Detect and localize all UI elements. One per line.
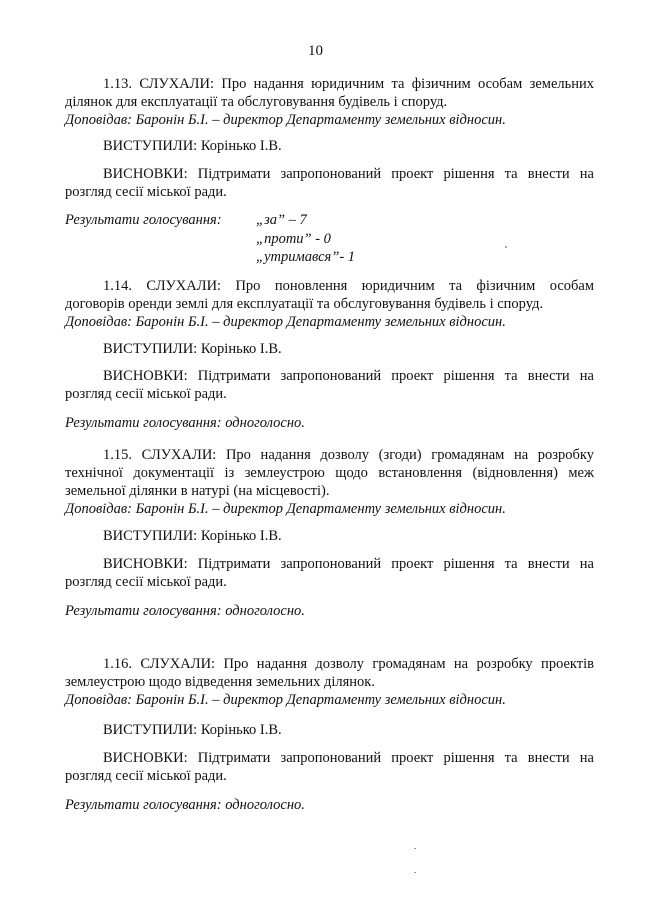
- scan-speck: [414, 872, 416, 873]
- scan-speck: [505, 246, 507, 248]
- item-conclusions-line: ВИСНОВКИ: Підтримати запропонований проект рішення та внести на: [103, 166, 594, 182]
- item-votes: Результати голосування: одноголосно.: [65, 797, 305, 813]
- item-conclusions-line: розгляд сесії міської ради.: [65, 574, 227, 590]
- item-heard-line: ділянок для експлуатації та обслуговування будівель і споруд.: [65, 94, 448, 110]
- votes-against: „проти” - 0: [256, 231, 331, 247]
- item-spoke: ВИСТУПИЛИ: Корінько І.В.: [103, 528, 282, 544]
- item-reporter: Доповідав: Баронін Б.І. – директор Департаменту земельних відносин.: [65, 501, 506, 517]
- page-number: 10: [308, 43, 323, 59]
- item-reporter: Доповідав: Баронін Б.І. – директор Департаменту земельних відносин.: [65, 692, 506, 708]
- item-conclusions-line: ВИСНОВКИ: Підтримати запропонований проект рішення та внести на: [103, 750, 594, 766]
- item-heard-line: земельної ділянки в натурі (на місцевості).: [65, 483, 330, 499]
- item-heard-line: 1.15. СЛУХАЛИ: Про надання дозволу (згоди) громадянам на розробку: [103, 447, 594, 463]
- item-conclusions-line: ВИСНОВКИ: Підтримати запропонований проект рішення та внести на: [103, 368, 594, 384]
- item-heard-line: технічної документації із землеустрою щодо встановлення (відновлення) меж: [65, 465, 594, 481]
- item-spoke: ВИСТУПИЛИ: Корінько І.В.: [103, 138, 282, 154]
- item-conclusions-line: ВИСНОВКИ: Підтримати запропонований проект рішення та внести на: [103, 556, 594, 572]
- item-heard-line: 1.14. СЛУХАЛИ: Про поновлення юридичним та фізичним особам: [103, 278, 594, 294]
- item-heard-line: договорів оренди землі для експлуатації та обслуговування будівель і споруд.: [65, 296, 544, 312]
- item-reporter: Доповідав: Баронін Б.І. – директор Департаменту земельних відносин.: [65, 112, 506, 128]
- item-votes: Результати голосування: одноголосно.: [65, 415, 305, 431]
- votes-for: „за” – 7: [256, 212, 307, 228]
- item-votes: Результати голосування: одноголосно.: [65, 603, 305, 619]
- item-conclusions-line: розгляд сесії міської ради.: [65, 386, 227, 402]
- item-heard-line: 1.13. СЛУХАЛИ: Про надання юридичним та фізичним особам земельних: [103, 76, 594, 92]
- scan-speck: [414, 848, 416, 849]
- item-conclusions-line: розгляд сесії міської ради.: [65, 768, 227, 784]
- item-conclusions-line: розгляд сесії міської ради.: [65, 184, 227, 200]
- item-reporter: Доповідав: Баронін Б.І. – директор Департаменту земельних відносин.: [65, 314, 506, 330]
- item-heard-line: землеустрою щодо відведення земельних ділянок.: [65, 674, 375, 690]
- item-heard-line: 1.16. СЛУХАЛИ: Про надання дозволу громадянам на розробку проектів: [103, 656, 594, 672]
- votes-label: Результати голосування:: [65, 212, 222, 228]
- item-spoke: ВИСТУПИЛИ: Корінько І.В.: [103, 722, 282, 738]
- item-spoke: ВИСТУПИЛИ: Корінько І.В.: [103, 341, 282, 357]
- votes-abstained: „утримався”- 1: [256, 249, 356, 265]
